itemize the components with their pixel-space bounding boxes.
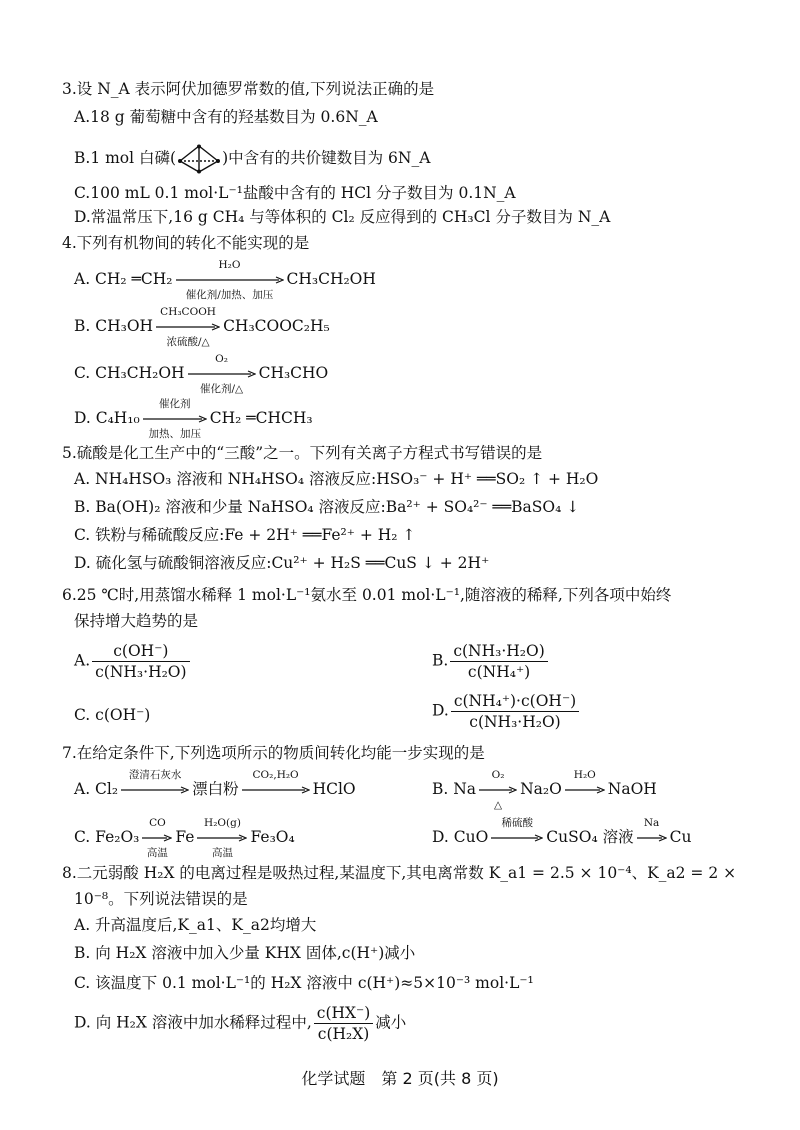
q4-d-arrow-bottom: 加热、加压 — [148, 428, 201, 440]
q7-c-arrow1 — [142, 817, 172, 859]
q3-option-c: C.100 mL 0.1 mol·L⁻¹盐酸中含有的 HCl 分子数目为 0.1N_A — [74, 184, 516, 202]
q4-option-c — [74, 353, 329, 395]
q4-c-arrow — [188, 353, 256, 395]
q4-a-reactant: A. CH₂ ═CH₂ — [74, 270, 173, 288]
q5-stem: 5.硫酸是化工生产中的“三酸”之一。下列有关离子方程式书写错误的是 — [62, 444, 543, 462]
q8-d-fraction — [314, 1004, 374, 1043]
q7-b-s1: B. Na — [432, 780, 477, 798]
q6-a-numerator: c(OH⁻) — [92, 642, 189, 662]
q4-d-arrow-top: 催化剂 — [159, 398, 191, 410]
q7-d-arrow2-top: Na — [643, 817, 660, 829]
q7-d-arrow1 — [491, 817, 543, 842]
q8-d-text-post: 减小 — [375, 1013, 407, 1032]
q4-b-product: CH₃COOC₂H₅ — [223, 317, 330, 335]
q7-d-arrow2 — [637, 817, 667, 842]
q4-option-b — [74, 306, 330, 348]
q3-option-b-text-pre: B.1 mol 白磷( — [74, 149, 177, 167]
q7-a-arrow1 — [121, 769, 189, 794]
q7-b-arrow1 — [479, 769, 517, 811]
q7-d-s2: CuSO₄ 溶液 — [546, 828, 634, 846]
q4-c-reactant: C. CH₃CH₂OH — [74, 364, 185, 382]
q7-b-s3: NaOH — [607, 780, 657, 798]
q6-a-fraction — [92, 642, 189, 681]
q6-option-a — [74, 642, 192, 681]
q7-a-arrow1-top: 澄清石灰水 — [128, 769, 182, 781]
q4-c-arrow-top: O₂ — [215, 353, 228, 365]
q6-d-numerator: c(NH₄⁺)·c(OH⁻) — [451, 692, 579, 712]
q7-c-s1: C. Fe₂O₃ — [74, 828, 140, 846]
q6-option-b — [432, 642, 550, 681]
q4-c-arrow-bottom: 催化剂/△ — [200, 383, 244, 395]
q8-option-c: C. 该温度下 0.1 mol·L⁻¹的 H₂X 溶液中 c(H⁺)≈5×10⁻³ mol·L⁻¹ — [74, 974, 534, 992]
q7-b-s2: Na₂O — [520, 780, 562, 798]
q4-option-a — [74, 259, 376, 301]
q6-option-d — [432, 692, 581, 731]
q7-a-s2: 漂白粉 — [192, 780, 239, 798]
q7-c-arrow1-top: CO — [149, 817, 166, 829]
q5-option-c: C. 铁粉与稀硫酸反应:Fe + 2H⁺ ══Fe²⁺ + H₂ ↑ — [74, 526, 416, 544]
q8-option-d — [74, 1004, 406, 1043]
q6-b-label: B. — [432, 651, 449, 670]
q8-d-text-pre: D. 向 H₂X 溶液中加水稀释过程中, — [74, 1013, 312, 1032]
white-phosphorus-molecule-icon — [177, 144, 221, 174]
q4-b-arrow — [156, 306, 220, 348]
q5-option-d: D. 硫化氢与硫酸铜溶液反应:Cu²⁺ + H₂S ══CuS ↓ + 2H⁺ — [74, 554, 490, 572]
q6-d-denominator: c(NH₃·H₂O) — [469, 713, 561, 731]
q6-b-numerator: c(NH₃·H₂O) — [450, 642, 547, 662]
q6-stem-line1: 6.25 ℃时,用蒸馏水稀释 1 mol·L⁻¹氨水至 0.01 mol·L⁻¹,随溶液的稀释,下列各项中始终 — [62, 586, 672, 604]
page-footer: 化学试题 第 2 页(共 8 页) — [301, 1069, 499, 1088]
q4-option-d — [74, 398, 313, 440]
q7-b-arrow2 — [565, 769, 605, 794]
q7-c-arrow2 — [197, 817, 247, 859]
q6-b-fraction — [450, 642, 547, 681]
q7-option-b — [432, 769, 657, 811]
q3-option-d: D.常温常压下,16 g CH₄ 与等体积的 Cl₂ 反应得到的 CH₃Cl 分子数目为 N_A — [74, 208, 611, 226]
q6-a-label: A. — [74, 651, 91, 670]
q4-d-arrow — [143, 398, 207, 440]
q7-option-d — [432, 817, 692, 848]
q7-d-s3: Cu — [669, 828, 692, 846]
q4-c-product: CH₃CHO — [258, 364, 329, 382]
q4-b-arrow-top: CH₃COOH — [160, 306, 216, 318]
q7-option-a — [74, 769, 356, 800]
q4-stem: 4.下列有机物间的转化不能实现的是 — [62, 234, 310, 252]
q7-d-s1: D. CuO — [432, 828, 489, 846]
q8-option-a: A. 升高温度后,K_a1、K_a2均增大 — [74, 916, 317, 934]
q6-option-c: C. c(OH⁻) — [74, 706, 151, 724]
q4-a-product: CH₃CH₂OH — [286, 270, 376, 288]
q5-option-a: A. NH₄HSO₃ 溶液和 NH₄HSO₄ 溶液反应:HSO₃⁻ + H⁺ ══SO₂ ↑ + H₂O — [74, 470, 599, 488]
q3-stem: 3.设 N_A 表示阿伏加德罗常数的值,下列说法正确的是 — [62, 80, 435, 98]
q8-stem-line2: 10⁻⁸。下列说法错误的是 — [74, 890, 248, 908]
q7-a-arrow2 — [242, 769, 310, 794]
q5-option-b: B. Ba(OH)₂ 溶液和少量 NaHSO₄ 溶液反应:Ba²⁺ + SO₄²⁻ ══BaSO₄ ↓ — [74, 498, 580, 516]
q7-c-s2: Fe — [175, 828, 195, 846]
q7-b-arrow2-top: H₂O — [573, 769, 596, 781]
q7-a-s1: A. Cl₂ — [74, 780, 119, 798]
q4-a-arrow-top: H₂O — [218, 259, 241, 271]
q8-stem-line1: 8.二元弱酸 H₂X 的电离过程是吸热过程,某温度下,其电离常数 K_a1 = 2.5 × 10⁻⁴、K_a2 = 2 × — [62, 864, 737, 882]
q4-d-product: CH₂ ═CHCH₃ — [209, 409, 313, 427]
q4-a-arrow-bottom: 催化剂/加热、加压 — [185, 289, 274, 301]
q4-b-arrow-bottom: 浓硫酸/△ — [166, 336, 210, 348]
q7-c-s3: Fe₃O₄ — [250, 828, 295, 846]
q6-b-denominator: c(NH₄⁺) — [467, 663, 531, 681]
q6-a-denominator: c(NH₃·H₂O) — [95, 663, 187, 681]
q4-d-reactant: D. C₄H₁₀ — [74, 409, 140, 427]
q3-option-b-text-post: )中含有的共价键数目为 6N_A — [222, 149, 431, 167]
q8-d-numerator: c(HX⁻) — [314, 1004, 374, 1024]
q6-d-fraction — [451, 692, 579, 731]
q7-b-arrow1-top: O₂ — [491, 769, 505, 781]
q7-option-c — [74, 817, 295, 859]
q7-d-arrow1-top: 稀硫酸 — [501, 817, 534, 829]
q7-c-arrow2-top: H₂O(g) — [204, 817, 241, 829]
q7-c-arrow1-bottom: 高温 — [146, 847, 168, 859]
q7-a-arrow2-top: CO₂,H₂O — [252, 769, 299, 781]
q6-stem-line2: 保持增大趋势的是 — [74, 612, 199, 630]
q8-option-b: B. 向 H₂X 溶液中加入少量 KHX 固体,c(H⁺)减小 — [74, 944, 416, 962]
q4-b-reactant: B. CH₃OH — [74, 317, 154, 335]
q7-b-arrow1-bottom: △ — [494, 799, 503, 811]
q7-stem: 7.在给定条件下,下列选项所示的物质间转化均能一步实现的是 — [62, 744, 485, 762]
q4-a-arrow — [176, 259, 284, 301]
q6-d-label: D. — [432, 701, 449, 720]
q3-option-b — [74, 144, 430, 174]
q8-d-denominator: c(H₂X) — [317, 1025, 370, 1043]
q7-a-s3: HClO — [312, 780, 356, 798]
q3-option-a: A.18 g 葡萄糖中含有的羟基数目为 0.6N_A — [74, 108, 378, 126]
q7-c-arrow2-bottom: 高温 — [211, 847, 233, 859]
